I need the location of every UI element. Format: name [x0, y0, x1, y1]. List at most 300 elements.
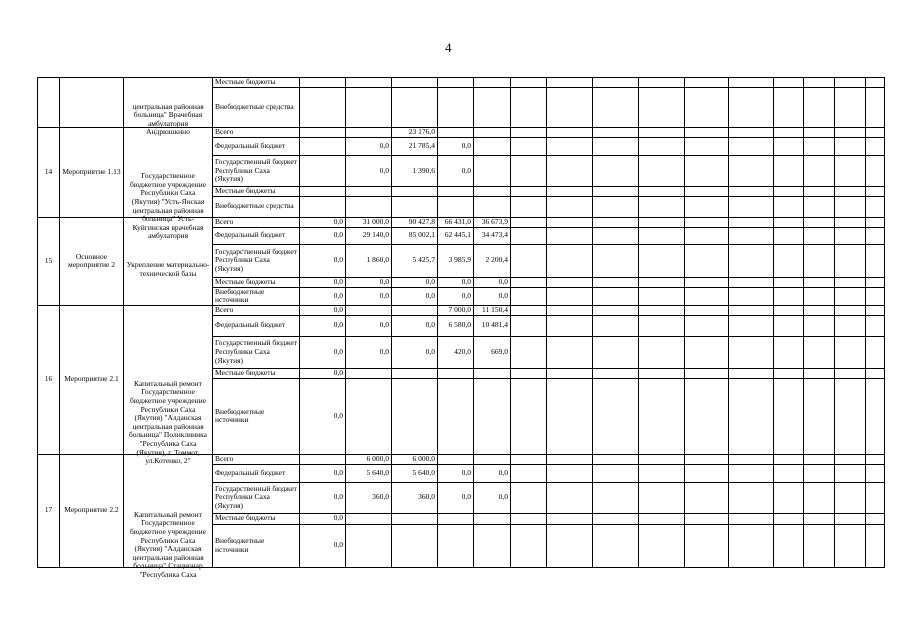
- empty-cell: [866, 277, 885, 287]
- empty-cell: [835, 244, 866, 277]
- empty-cell: [639, 513, 685, 524]
- empty-cell: [804, 277, 835, 287]
- empty-cell: [774, 187, 804, 197]
- empty-cell: [685, 454, 729, 464]
- empty-cell: [639, 368, 685, 378]
- table-row: [38, 78, 885, 88]
- empty-cell: [804, 482, 835, 513]
- empty-cell: [804, 227, 835, 244]
- funding-source: Всего: [213, 217, 300, 227]
- amount-cell: 62 445,1: [438, 227, 474, 244]
- amount-cell: [438, 78, 474, 88]
- empty-cell: [774, 128, 804, 138]
- empty-cell: [511, 368, 547, 378]
- empty-cell: [511, 336, 547, 368]
- empty-cell: [774, 305, 804, 315]
- empty-cell: [774, 287, 804, 305]
- empty-cell: [774, 78, 804, 88]
- empty-cell: [511, 227, 547, 244]
- empty-cell: [866, 378, 885, 454]
- empty-cell: [639, 378, 685, 454]
- empty-cell: [866, 287, 885, 305]
- empty-cell: [729, 196, 774, 217]
- empty-cell: [511, 138, 547, 156]
- empty-cell: [547, 78, 593, 88]
- amount-cell: 6 000,0: [346, 454, 392, 464]
- empty-cell: [685, 138, 729, 156]
- empty-cell: [774, 227, 804, 244]
- amount-cell: [346, 88, 392, 128]
- amount-cell: 5 425,7: [392, 244, 438, 277]
- empty-cell: [866, 336, 885, 368]
- budget-table: [37, 77, 885, 579]
- empty-cell: [685, 78, 729, 88]
- empty-cell: [774, 156, 804, 187]
- amount-cell: 0,0: [300, 227, 346, 244]
- empty-cell: [685, 464, 729, 482]
- empty-cell: [729, 244, 774, 277]
- empty-cell: [866, 88, 885, 128]
- empty-cell: [593, 464, 639, 482]
- amount-cell: 23 176,0: [392, 128, 438, 138]
- empty-cell: [774, 196, 804, 217]
- amount-cell: [438, 128, 474, 138]
- amount-cell: 0,0: [474, 482, 511, 513]
- amount-cell: 1 390,6: [392, 156, 438, 187]
- empty-cell: [685, 227, 729, 244]
- empty-cell: [639, 88, 685, 128]
- funding-source: Государственный бюджет Республики Саха (Якутия): [213, 336, 300, 368]
- empty-cell: [774, 277, 804, 287]
- empty-cell: [729, 524, 774, 567]
- measure-name: Мероприятие 1.13: [60, 128, 124, 218]
- empty-cell: [547, 227, 593, 244]
- empty-cell: [685, 217, 729, 227]
- empty-cell: [547, 196, 593, 217]
- empty-cell: [685, 482, 729, 513]
- funding-source: Федеральный бюджет: [213, 315, 300, 336]
- amount-cell: 31 000,0: [346, 217, 392, 227]
- empty-cell: [835, 88, 866, 128]
- empty-cell: [835, 217, 866, 227]
- empty-cell: [774, 378, 804, 454]
- amount-cell: 6 000,0: [392, 454, 438, 464]
- empty-cell: [639, 464, 685, 482]
- empty-cell: [866, 244, 885, 277]
- funding-source: Внебюджетные источники: [213, 378, 300, 454]
- empty-cell: [511, 244, 547, 277]
- amount-cell: [392, 305, 438, 315]
- amount-cell: [474, 156, 511, 187]
- amount-cell: 0,0: [300, 524, 346, 567]
- empty-cell: [685, 513, 729, 524]
- amount-cell: 0,0: [474, 464, 511, 482]
- empty-cell: [729, 454, 774, 464]
- amount-cell: [346, 196, 392, 217]
- empty-cell: [729, 368, 774, 378]
- empty-cell: [593, 156, 639, 187]
- amount-cell: [474, 187, 511, 197]
- empty-cell: [593, 217, 639, 227]
- empty-cell: [547, 378, 593, 454]
- amount-cell: [392, 78, 438, 88]
- amount-cell: 5 640,0: [346, 464, 392, 482]
- amount-cell: [474, 138, 511, 156]
- empty-cell: [729, 482, 774, 513]
- row-number: 15: [38, 217, 60, 305]
- measure-name: Мероприятие 2.2: [60, 454, 124, 567]
- funding-source: Внебюджетные источники: [213, 287, 300, 305]
- empty-cell: [511, 217, 547, 227]
- amount-cell: 0,0: [346, 287, 392, 305]
- empty-cell: [639, 227, 685, 244]
- empty-cell: [547, 336, 593, 368]
- amount-cell: 0,0: [300, 277, 346, 287]
- empty-cell: [866, 315, 885, 336]
- empty-cell: [547, 482, 593, 513]
- amount-cell: 11 150,4: [474, 305, 511, 315]
- empty-cell: [804, 368, 835, 378]
- empty-cell: [547, 244, 593, 277]
- empty-cell: [804, 88, 835, 128]
- funding-source: Местные бюджеты: [213, 513, 300, 524]
- amount-cell: [392, 88, 438, 128]
- empty-cell: [685, 368, 729, 378]
- amount-cell: [346, 513, 392, 524]
- amount-cell: 66 431,0: [438, 217, 474, 227]
- amount-cell: 0,0: [300, 217, 346, 227]
- empty-cell: [774, 336, 804, 368]
- responsible-org: центральная районная больница" Врачебная амбулатория Андрюшкино: [124, 78, 213, 128]
- empty-cell: [547, 88, 593, 128]
- empty-cell: [804, 138, 835, 156]
- amount-cell: [346, 524, 392, 567]
- empty-cell: [804, 513, 835, 524]
- empty-cell: [685, 196, 729, 217]
- amount-cell: [474, 196, 511, 217]
- empty-cell: [639, 277, 685, 287]
- amount-cell: [300, 138, 346, 156]
- amount-cell: 0,0: [300, 315, 346, 336]
- empty-cell: [774, 524, 804, 567]
- empty-cell: [866, 156, 885, 187]
- empty-cell: [685, 287, 729, 305]
- amount-cell: 85 002,1: [392, 227, 438, 244]
- empty-cell: [835, 524, 866, 567]
- empty-cell: [774, 88, 804, 128]
- row-number: 16: [38, 305, 60, 454]
- empty-cell: [729, 187, 774, 197]
- funding-source: Государственный бюджет Республики Саха (Якутия): [213, 156, 300, 187]
- empty-cell: [835, 196, 866, 217]
- empty-cell: [593, 244, 639, 277]
- amount-cell: [438, 187, 474, 197]
- amount-cell: [438, 378, 474, 454]
- amount-cell: 2 200,4: [474, 244, 511, 277]
- empty-cell: [835, 187, 866, 197]
- responsible-org: Государственное бюджетное учреждение Республики Саха (Якутия) "Усть-Янская центральная районная больница" Усть-Куйгинская врачебная амбулатория: [124, 128, 213, 218]
- amount-cell: [474, 78, 511, 88]
- amount-cell: 0,0: [300, 513, 346, 524]
- empty-cell: [804, 305, 835, 315]
- empty-cell: [804, 315, 835, 336]
- empty-cell: [835, 464, 866, 482]
- empty-cell: [835, 305, 866, 315]
- empty-cell: [685, 378, 729, 454]
- empty-cell: [774, 244, 804, 277]
- empty-cell: [866, 482, 885, 513]
- empty-cell: [639, 217, 685, 227]
- amount-cell: [438, 524, 474, 567]
- empty-cell: [835, 378, 866, 454]
- amount-cell: [346, 187, 392, 197]
- empty-cell: [547, 217, 593, 227]
- empty-cell: [685, 88, 729, 128]
- amount-cell: 0,0: [438, 287, 474, 305]
- empty-cell: [729, 138, 774, 156]
- empty-cell: [685, 244, 729, 277]
- empty-cell: [866, 464, 885, 482]
- empty-cell: [593, 368, 639, 378]
- amount-cell: 6 580,0: [438, 315, 474, 336]
- empty-cell: [639, 454, 685, 464]
- empty-cell: [511, 277, 547, 287]
- funding-source: Федеральный бюджет: [213, 138, 300, 156]
- responsible-org: Капитальный ремонт Государственное бюджетное учреждение Республики Саха (Якутия) "Алданская центральная районная больница" Стационар "Республика Саха: [124, 454, 213, 567]
- empty-cell: [685, 315, 729, 336]
- empty-cell: [593, 287, 639, 305]
- empty-cell: [511, 128, 547, 138]
- empty-cell: [866, 187, 885, 197]
- empty-cell: [593, 187, 639, 197]
- empty-cell: [866, 217, 885, 227]
- empty-cell: [804, 196, 835, 217]
- empty-cell: [639, 138, 685, 156]
- empty-cell: [511, 378, 547, 454]
- amount-cell: 0,0: [300, 482, 346, 513]
- empty-cell: [729, 378, 774, 454]
- empty-cell: [835, 482, 866, 513]
- empty-cell: [804, 217, 835, 227]
- empty-cell: [511, 187, 547, 197]
- empty-cell: [866, 368, 885, 378]
- empty-cell: [729, 464, 774, 482]
- empty-cell: [804, 464, 835, 482]
- amount-cell: 90 427,8: [392, 217, 438, 227]
- amount-cell: [392, 513, 438, 524]
- empty-cell: [835, 277, 866, 287]
- empty-cell: [547, 138, 593, 156]
- amount-cell: 5 640,0: [392, 464, 438, 482]
- empty-cell: [774, 138, 804, 156]
- amount-cell: 29 140,0: [346, 227, 392, 244]
- amount-cell: 0,0: [300, 378, 346, 454]
- amount-cell: [474, 513, 511, 524]
- empty-cell: [774, 315, 804, 336]
- amount-cell: 0,0: [300, 244, 346, 277]
- row-number: 14: [38, 128, 60, 218]
- empty-cell: [729, 128, 774, 138]
- amount-cell: [346, 78, 392, 88]
- empty-cell: [639, 305, 685, 315]
- amount-cell: 36 673,9: [474, 217, 511, 227]
- empty-cell: [639, 315, 685, 336]
- amount-cell: [346, 378, 392, 454]
- empty-cell: [593, 227, 639, 244]
- empty-cell: [804, 156, 835, 187]
- amount-cell: 0,0: [392, 315, 438, 336]
- empty-cell: [866, 128, 885, 138]
- amount-cell: [438, 368, 474, 378]
- amount-cell: 0,0: [474, 277, 511, 287]
- empty-cell: [593, 138, 639, 156]
- amount-cell: [346, 305, 392, 315]
- empty-cell: [547, 368, 593, 378]
- empty-cell: [866, 524, 885, 567]
- empty-cell: [593, 482, 639, 513]
- funding-source: Всего: [213, 454, 300, 464]
- empty-cell: [511, 287, 547, 305]
- funding-source: Внебюджетные средства: [213, 88, 300, 128]
- amount-cell: [300, 78, 346, 88]
- amount-cell: 0,0: [392, 287, 438, 305]
- empty-cell: [639, 156, 685, 187]
- amount-cell: 0,0: [438, 156, 474, 187]
- empty-cell: [593, 513, 639, 524]
- empty-cell: [639, 482, 685, 513]
- empty-cell: [774, 513, 804, 524]
- funding-source: Местные бюджеты: [213, 187, 300, 197]
- funding-source: Внебюджетные средства: [213, 196, 300, 217]
- empty-cell: [547, 187, 593, 197]
- empty-cell: [729, 287, 774, 305]
- amount-cell: [300, 88, 346, 128]
- table-row: [38, 305, 885, 315]
- amount-cell: 34 473,4: [474, 227, 511, 244]
- empty-cell: [866, 305, 885, 315]
- empty-cell: [729, 513, 774, 524]
- amount-cell: [474, 88, 511, 128]
- empty-cell: [593, 88, 639, 128]
- empty-cell: [866, 78, 885, 88]
- empty-cell: [729, 305, 774, 315]
- empty-cell: [685, 524, 729, 567]
- amount-cell: 669,0: [474, 336, 511, 368]
- amount-cell: [438, 513, 474, 524]
- empty-cell: [729, 277, 774, 287]
- empty-cell: [639, 336, 685, 368]
- amount-cell: 0,0: [346, 277, 392, 287]
- amount-cell: 0,0: [346, 156, 392, 187]
- funding-source: Государственный бюджет Республики Саха (Якутия): [213, 244, 300, 277]
- amount-cell: 0,0: [300, 464, 346, 482]
- empty-cell: [685, 156, 729, 187]
- funding-source: Государственный бюджет Республики Саха (Якутия): [213, 482, 300, 513]
- empty-cell: [511, 454, 547, 464]
- empty-cell: [511, 196, 547, 217]
- empty-cell: [835, 368, 866, 378]
- empty-cell: [729, 217, 774, 227]
- empty-cell: [835, 78, 866, 88]
- funding-source: Федеральный бюджет: [213, 227, 300, 244]
- empty-cell: [835, 315, 866, 336]
- amount-cell: 7 000,0: [438, 305, 474, 315]
- amount-cell: [474, 454, 511, 464]
- empty-cell: [774, 454, 804, 464]
- empty-cell: [835, 454, 866, 464]
- empty-cell: [729, 156, 774, 187]
- empty-cell: [547, 156, 593, 187]
- empty-cell: [511, 524, 547, 567]
- empty-cell: [774, 368, 804, 378]
- empty-cell: [804, 336, 835, 368]
- empty-cell: [639, 128, 685, 138]
- empty-cell: [547, 277, 593, 287]
- empty-cell: [685, 336, 729, 368]
- empty-cell: [835, 128, 866, 138]
- empty-cell: [593, 454, 639, 464]
- empty-cell: [774, 464, 804, 482]
- empty-cell: [547, 513, 593, 524]
- amount-cell: [392, 196, 438, 217]
- empty-cell: [511, 305, 547, 315]
- empty-cell: [593, 315, 639, 336]
- responsible-org: Укрепление материально-технической базы: [124, 217, 213, 305]
- amount-cell: [474, 368, 511, 378]
- row-number: 17: [38, 454, 60, 567]
- empty-cell: [835, 227, 866, 244]
- funding-source: Местные бюджеты: [213, 368, 300, 378]
- amount-cell: [392, 378, 438, 454]
- amount-cell: [438, 454, 474, 464]
- empty-cell: [804, 128, 835, 138]
- amount-cell: 0,0: [392, 336, 438, 368]
- empty-cell: [593, 336, 639, 368]
- empty-cell: [593, 524, 639, 567]
- amount-cell: 10 481,4: [474, 315, 511, 336]
- amount-cell: 0,0: [346, 336, 392, 368]
- amount-cell: 0,0: [438, 482, 474, 513]
- empty-cell: [511, 513, 547, 524]
- empty-cell: [511, 315, 547, 336]
- empty-cell: [593, 128, 639, 138]
- empty-cell: [804, 287, 835, 305]
- amount-cell: 0,0: [300, 305, 346, 315]
- empty-cell: [835, 138, 866, 156]
- empty-cell: [593, 378, 639, 454]
- amount-cell: [438, 196, 474, 217]
- empty-cell: [804, 244, 835, 277]
- amount-cell: [300, 128, 346, 138]
- amount-cell: 0,0: [300, 368, 346, 378]
- empty-cell: [866, 513, 885, 524]
- amount-cell: [392, 368, 438, 378]
- amount-cell: [392, 187, 438, 197]
- empty-cell: [835, 156, 866, 187]
- empty-cell: [835, 336, 866, 368]
- empty-cell: [804, 378, 835, 454]
- measure-name: Мероприятие 2.1: [60, 305, 124, 454]
- empty-cell: [866, 138, 885, 156]
- empty-cell: [866, 454, 885, 464]
- empty-cell: [866, 227, 885, 244]
- amount-cell: 420,0: [438, 336, 474, 368]
- amount-cell: [300, 156, 346, 187]
- empty-cell: [547, 315, 593, 336]
- empty-cell: [511, 88, 547, 128]
- amount-cell: 0,0: [300, 287, 346, 305]
- amount-cell: [392, 524, 438, 567]
